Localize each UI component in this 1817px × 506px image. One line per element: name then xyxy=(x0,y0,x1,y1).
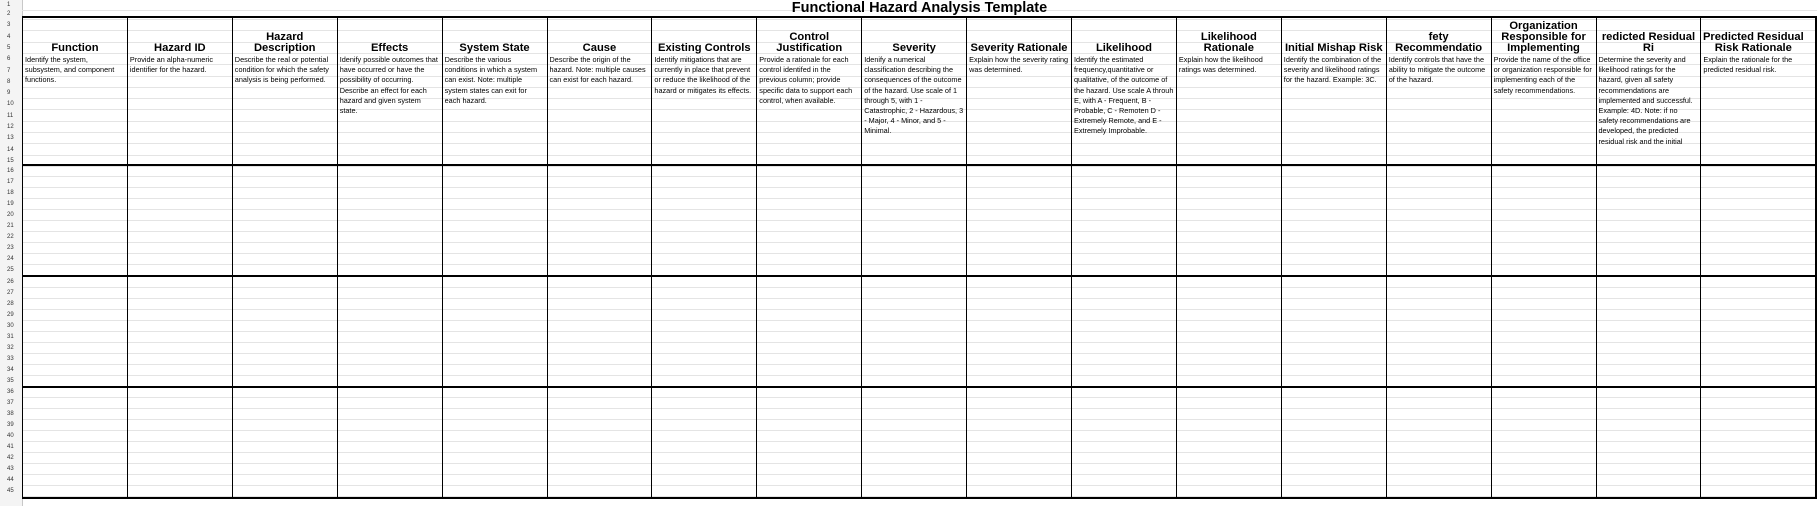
column-description-cell[interactable]: Determine the severity and likelihood ratings for the hazard, given all safety recommendations are implemented and successful. Example: 4D. Note: if no safety recommendations are developed, the predicted residual risk and the initial xyxy=(1598,55,1693,146)
row-border-1 xyxy=(22,164,1817,166)
row-number[interactable]: 34 xyxy=(7,366,14,373)
column-6 xyxy=(547,17,652,498)
row-number[interactable]: 6 xyxy=(7,56,11,63)
table-top-border xyxy=(22,16,1817,18)
row-number[interactable]: 22 xyxy=(7,234,14,241)
row-number[interactable]: 24 xyxy=(7,256,14,263)
row-number[interactable]: 33 xyxy=(7,355,14,362)
column-1 xyxy=(22,17,127,498)
row-number[interactable]: 28 xyxy=(7,300,14,307)
sheet-title: Functional Hazard Analysis Template xyxy=(791,0,1048,16)
column-description-cell[interactable]: Provide a rationale for each control identifed in the previous column; provide specific data to support each control, when available. xyxy=(759,55,853,105)
column-header[interactable]: Likelihood Rationale xyxy=(1200,31,1257,54)
column-header[interactable]: Severity xyxy=(892,42,936,54)
row-number[interactable]: 8 xyxy=(7,78,11,85)
row-number[interactable]: 44 xyxy=(7,477,14,484)
row-number[interactable]: 15 xyxy=(7,157,14,164)
column-9 xyxy=(861,17,966,498)
row-number[interactable]: 37 xyxy=(7,400,14,407)
table-bottom-border xyxy=(22,497,1817,499)
column-14 xyxy=(1386,17,1491,498)
row-number[interactable]: 31 xyxy=(7,333,14,340)
row-number[interactable]: 23 xyxy=(7,245,14,252)
column-description-cell[interactable]: Identify the estimated frequency,quantitative or qualitative, of the outcome of the hazard. Use scale A throuh E, with A - Frequent, B - Probable, C - Remoten D - Extremely Remote, and E - Extremely Improbable. xyxy=(1074,55,1174,136)
row-number[interactable]: 27 xyxy=(7,289,14,296)
row-number[interactable]: 11 xyxy=(7,112,14,119)
row-number[interactable]: 2 xyxy=(7,11,11,17)
column-header[interactable]: Severity Rationale xyxy=(970,42,1068,54)
column-description-cell[interactable]: Provide the name of the office or organization responsible for implementing each of the safety recommendations. xyxy=(1493,55,1592,95)
row-number[interactable]: 10 xyxy=(7,101,14,108)
row-number[interactable]: 25 xyxy=(7,267,14,274)
row-number[interactable]: 39 xyxy=(7,422,14,429)
row-number[interactable]: 1 xyxy=(7,2,11,8)
column-description-cell[interactable]: Explain the rationale for the predicted residual risk. xyxy=(1703,55,1793,75)
row-number[interactable]: 7 xyxy=(7,67,11,74)
column-header[interactable]: Predicted Residual Risk Rationale xyxy=(1702,31,1804,54)
column-header[interactable]: Existing Controls xyxy=(658,42,751,54)
column-header[interactable]: redicted Residual Ri xyxy=(1601,31,1696,54)
row-number[interactable]: 21 xyxy=(7,223,14,230)
column-description-cell[interactable]: Describe the real or potential condition for which the safety analysis is being performed. xyxy=(234,55,329,85)
column-5 xyxy=(442,17,547,498)
column-description-cell[interactable]: Describe the origin of the hazard. Note: multiple causes can exist for each hazard. xyxy=(549,55,646,85)
row-number[interactable]: 42 xyxy=(7,455,14,462)
row-number[interactable]: 3 xyxy=(7,22,11,29)
column-header[interactable]: fety Recommendatio xyxy=(1395,31,1483,54)
column-header[interactable]: Cause xyxy=(582,42,617,54)
row-header-strip xyxy=(0,0,23,506)
column-16 xyxy=(1596,17,1701,498)
row-number[interactable]: 14 xyxy=(7,146,14,153)
column-4 xyxy=(337,17,442,498)
column-8 xyxy=(756,17,861,498)
column-description-cell[interactable]: Explain how the likelihood ratings was determined. xyxy=(1178,55,1263,75)
row-number[interactable]: 13 xyxy=(7,135,14,142)
column-description-cell[interactable]: Identify the combination of the severity and likelihood ratings for the hazard. Example: 3C. xyxy=(1283,55,1382,85)
column-header[interactable]: Function xyxy=(51,42,99,54)
column-header[interactable]: Hazard ID xyxy=(154,42,206,54)
column-13 xyxy=(1281,17,1386,498)
column-3 xyxy=(232,17,337,498)
column-description-cell[interactable]: Explain how the severity rating was determined. xyxy=(969,55,1069,75)
row-number[interactable]: 45 xyxy=(7,488,14,495)
column-12 xyxy=(1176,17,1281,498)
row-number[interactable]: 32 xyxy=(7,344,14,351)
row-number[interactable]: 18 xyxy=(7,190,14,197)
column-description-cell[interactable]: Identify the system, subsystem, and component functions. xyxy=(25,55,115,85)
column-7 xyxy=(651,17,756,498)
column-description-cell[interactable]: Provide an alpha-numeric identifier for the hazard. xyxy=(129,55,214,75)
row-number[interactable]: 19 xyxy=(7,201,14,208)
row-number[interactable]: 41 xyxy=(7,444,14,451)
row-number[interactable]: 43 xyxy=(7,466,14,473)
row-number[interactable]: 5 xyxy=(7,44,11,51)
row-number[interactable]: 20 xyxy=(7,212,14,219)
column-15 xyxy=(1491,17,1596,498)
row-number[interactable]: 12 xyxy=(7,124,14,130)
column-header[interactable]: Likelihood xyxy=(1095,42,1152,54)
column-header[interactable]: Organization Responsible for Implementing xyxy=(1501,20,1586,54)
column-description-cell[interactable]: Idenify a numerical classification describing the consequences of the outcome of the hazard. Use scale of 1 through 5, with 1 - Catastrophic, 2 - Hazardous, 3 - Major, 4 - Minor, and 5 - Minimal. xyxy=(864,55,964,136)
column-header[interactable]: Control Justification xyxy=(776,31,843,54)
row-number[interactable]: 26 xyxy=(7,278,14,285)
row-number[interactable]: 4 xyxy=(7,33,11,40)
column-2 xyxy=(127,17,232,498)
column-description-cell[interactable]: Describe the various conditions in which a system can exist. Note: multiple system states can exit for each hazard. xyxy=(444,55,538,105)
column-header[interactable]: Hazard Description xyxy=(253,31,316,54)
column-header[interactable]: Effects xyxy=(370,42,409,54)
row-number[interactable]: 17 xyxy=(7,179,14,186)
column-header[interactable]: Initial Mishap Risk xyxy=(1284,42,1383,54)
column-17 xyxy=(1700,17,1805,498)
row-number[interactable]: 38 xyxy=(7,411,14,418)
row-number[interactable]: 9 xyxy=(7,90,11,97)
row-number[interactable]: 40 xyxy=(7,433,14,440)
column-description-cell[interactable]: Identify mitigations that are currently in place that prevent or reduce the likelihood of the hazard or mitigates its effects. xyxy=(654,55,752,95)
row-border-2 xyxy=(22,275,1817,277)
column-10 xyxy=(966,17,1071,498)
column-header[interactable]: System State xyxy=(459,42,530,54)
column-description-cell[interactable]: Identify controls that have the ability to mitigate the outcome of the hazard. xyxy=(1388,55,1486,85)
row-number[interactable]: 35 xyxy=(7,377,14,384)
row-border-3 xyxy=(22,386,1817,388)
row-number[interactable]: 30 xyxy=(7,322,14,329)
column-description-cell[interactable]: Idenify possible outcomes that have occurred or have the possibility of occurring. Describe an effect for each hazard and given system state. xyxy=(339,55,438,116)
row-number[interactable]: 16 xyxy=(7,168,14,174)
row-number[interactable]: 29 xyxy=(7,311,14,318)
row-number[interactable]: 36 xyxy=(7,389,14,395)
column-11 xyxy=(1071,17,1176,498)
